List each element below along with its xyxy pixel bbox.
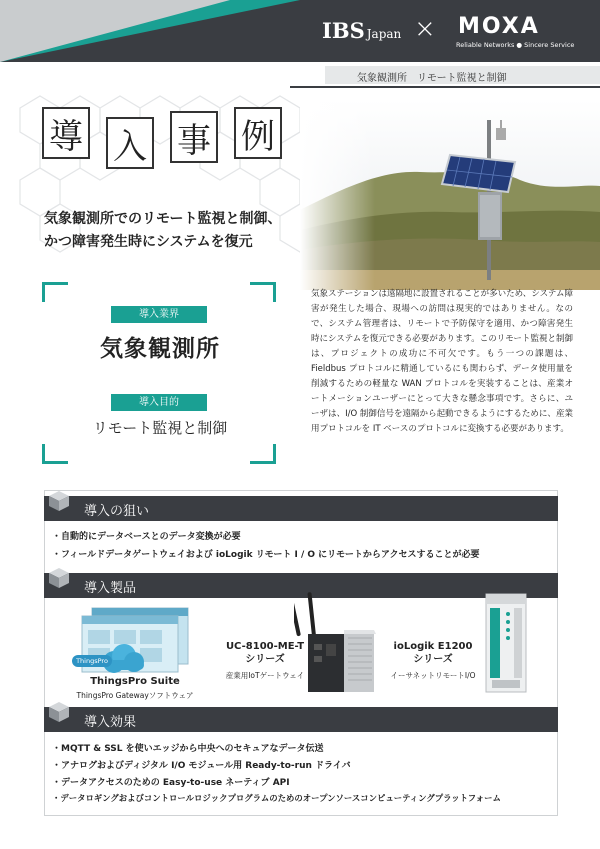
bracket-bottom-right bbox=[250, 444, 276, 464]
solar-panel-photo bbox=[300, 100, 600, 290]
title-char-3: 事 bbox=[170, 111, 218, 163]
aims-section-header: 導入の狙い bbox=[44, 496, 558, 521]
title-char-4: 例 bbox=[234, 107, 282, 159]
aims-item-1: ・自動的にデータベースとのデータ変換が必要 bbox=[52, 532, 241, 542]
product-thingspro-name: ThingsPro Suite bbox=[90, 676, 180, 687]
case-study-title bbox=[42, 107, 298, 169]
purpose-tag: 導入目的 bbox=[111, 394, 207, 411]
effects-item-1: ・MQTT & SSL を使いエッジから中央へのセキュアなデータ伝送 bbox=[52, 744, 324, 754]
collab-times-mark: × bbox=[414, 14, 436, 44]
moxa-tagline: Reliable Networks ● Sincere Service bbox=[456, 41, 575, 49]
headline: 気象観測所でのリモート監視と制御、 かつ障害発生時にシステムを復元 bbox=[44, 211, 282, 250]
aims-item-2: ・フィールドデータゲートウェイおよび ioLogik リモート I / O にリモートからアクセスすることが必要 bbox=[52, 550, 480, 560]
cube-icon bbox=[48, 701, 70, 723]
ibs-japan-logo: IBS Japan bbox=[322, 18, 402, 43]
product-uc8100-name: UC-8100-ME-T シリーズ bbox=[225, 641, 305, 665]
header-bar bbox=[0, 0, 600, 62]
cube-icon bbox=[48, 567, 70, 589]
title-char-1: 導 bbox=[42, 107, 90, 159]
effects-section-header: 導入効果 bbox=[44, 707, 558, 732]
product-iologik-sub: イーサネットリモートI/O bbox=[390, 671, 476, 680]
industry-tag: 導入業界 bbox=[111, 306, 207, 323]
effects-item-4: ・データロギングおよびコントロールロジックプログラムのためのオープンソースコンピューティングプラットフォーム bbox=[52, 793, 501, 803]
bracket-top-left bbox=[42, 282, 68, 302]
purpose-value: リモート監視と制御 bbox=[92, 419, 228, 437]
title-char-2: 入 bbox=[106, 117, 154, 169]
bracket-top-right bbox=[250, 282, 276, 302]
bracket-bottom-left bbox=[42, 444, 68, 464]
industry-value: 気象観測所 bbox=[100, 336, 220, 362]
product-uc8100-sub: 産業用IoTゲートウェイ bbox=[225, 671, 305, 680]
thingspro-badge: ThingsPro bbox=[72, 655, 112, 667]
effects-item-3: ・データアクセスのための Easy-to-use ネーティブ API bbox=[52, 778, 290, 788]
subtitle-bar: 気象観測所 リモート監視と制御 bbox=[325, 66, 600, 84]
effects-item-2: ・アナログおよびディジタル I/O モジュール用 Ready-to-run ドライバ bbox=[52, 761, 351, 771]
product-thingspro-sub: ThingsPro Gatewayソフトウェア bbox=[76, 691, 194, 700]
products-section-header: 導入製品 bbox=[44, 573, 558, 598]
product-iologik-name: ioLogik E1200 シリーズ bbox=[393, 641, 473, 665]
moxa-logo: MOXA bbox=[458, 14, 540, 39]
cube-icon bbox=[48, 490, 70, 512]
body-paragraph: 気象ステーションは遠隔地に設置されることが多いため、システム障害が発生した場合、現場への訪問は現実的ではありません。なので、システム管理者は、リモートで予防保守を適用、かつ障害発生時にシステムを復元できる必要があります。このリモート監視と制御は、プロジェクトの成功に不可欠です。もう一つの課題は、Fieldbus プロトコルに精通しているにも関わらず、データ使用量を削減するための軽量な WAN プロトコルを実装することは、産業オートメーションユーザーにとって大きな懸念事項です。さらに、ユーザは、I/O 制御信号を遠隔から起動できるようにするために、産業用プロトコルを IT ベースのプロトコルに変換する必要があります。 bbox=[311, 289, 573, 434]
header-grey-stripe bbox=[0, 0, 230, 62]
